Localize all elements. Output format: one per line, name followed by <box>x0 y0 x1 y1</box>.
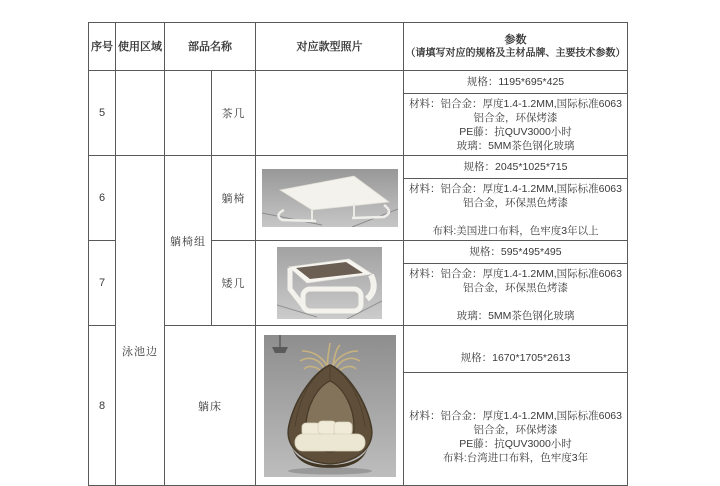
header-serial: 序号 <box>89 23 116 71</box>
header-photo: 对应款型照片 <box>256 23 404 71</box>
spec-row: 规格：595*495*495 <box>404 241 627 264</box>
header-part-name: 部品名称 <box>165 23 256 71</box>
rattan-daybed-photo <box>264 335 396 477</box>
material-block <box>404 373 627 467</box>
material-line: 玻璃：5MM茶色钢化玻璃 <box>456 310 575 322</box>
material-line: PE藤：抗QUV3000小时 <box>459 126 572 138</box>
part-cell: 矮几 <box>212 241 256 326</box>
spec-row: 规格：1195*695*425 <box>404 71 627 94</box>
header-params <box>404 23 628 71</box>
photo-cell <box>256 156 404 241</box>
material-line: 材料：铝合金：厚度1.4-1.2MM,国际标准6063铝合金，环保烤漆 <box>409 409 622 436</box>
material-block <box>404 94 627 155</box>
photo-cell-empty <box>256 71 404 156</box>
part-cell: 躺床 <box>165 326 256 486</box>
material-line: PE藤：抗QUV3000小时 <box>459 437 572 450</box>
header-params-subtitle: （请填写对应的规格及主材品牌、主要技术参数） <box>405 47 626 59</box>
part-cell: 躺椅 <box>212 156 256 241</box>
material-line: 布料:美国进口布料，色牢度3年以上 <box>432 225 599 237</box>
low-table-photo <box>277 247 382 319</box>
material-line: 材料：铝合金：厚度1.4-1.2MM,国际标准6063铝合金，环保烤漆 <box>409 98 622 124</box>
sun-lounger-photo <box>262 169 398 227</box>
spec-row: 规格：1670*1705*2613 <box>404 345 627 373</box>
photo-cell <box>256 241 404 326</box>
serial-cell: 8 <box>89 326 116 486</box>
serial-cell: 5 <box>89 71 116 156</box>
part-cell: 茶几 <box>212 71 256 156</box>
params-cell <box>404 241 628 326</box>
header-area: 使用区域 <box>116 23 165 71</box>
photo-cell <box>256 326 404 486</box>
table-row-8 <box>89 326 628 486</box>
area-cell-poolside: 泳池边 <box>116 156 165 486</box>
params-cell <box>404 71 628 156</box>
area-cell-empty <box>116 71 165 156</box>
table-row-6 <box>89 156 628 241</box>
serial-cell: 6 <box>89 156 116 241</box>
group-cell-empty <box>165 71 212 156</box>
serial-cell: 7 <box>89 241 116 326</box>
params-cell <box>404 156 628 241</box>
material-block <box>404 179 627 240</box>
params-cell <box>404 326 628 486</box>
material-line <box>408 210 623 224</box>
group-cell-lounge-set: 躺椅组 <box>165 156 212 326</box>
header-row <box>89 23 628 71</box>
material-line <box>408 295 623 309</box>
spec-sheet <box>88 22 628 486</box>
material-line: 材料：铝合金：厚度1.4-1.2MM,国际标准6063铝合金，环保黑色烤漆 <box>409 183 622 209</box>
header-params-title: 参数 <box>504 33 527 46</box>
material-line: 玻璃：5MM茶色钢化玻璃 <box>456 140 575 152</box>
furniture-spec-table <box>88 22 628 486</box>
material-block <box>404 264 627 325</box>
material-line: 材料：铝合金：厚度1.4-1.2MM,国际标准6063铝合金，环保黑色烤漆 <box>409 268 622 294</box>
spec-row: 规格：2045*1025*715 <box>404 156 627 179</box>
material-line: 布料:台湾进口布料，色牢度3年 <box>442 451 589 464</box>
table-row-5 <box>89 71 628 156</box>
